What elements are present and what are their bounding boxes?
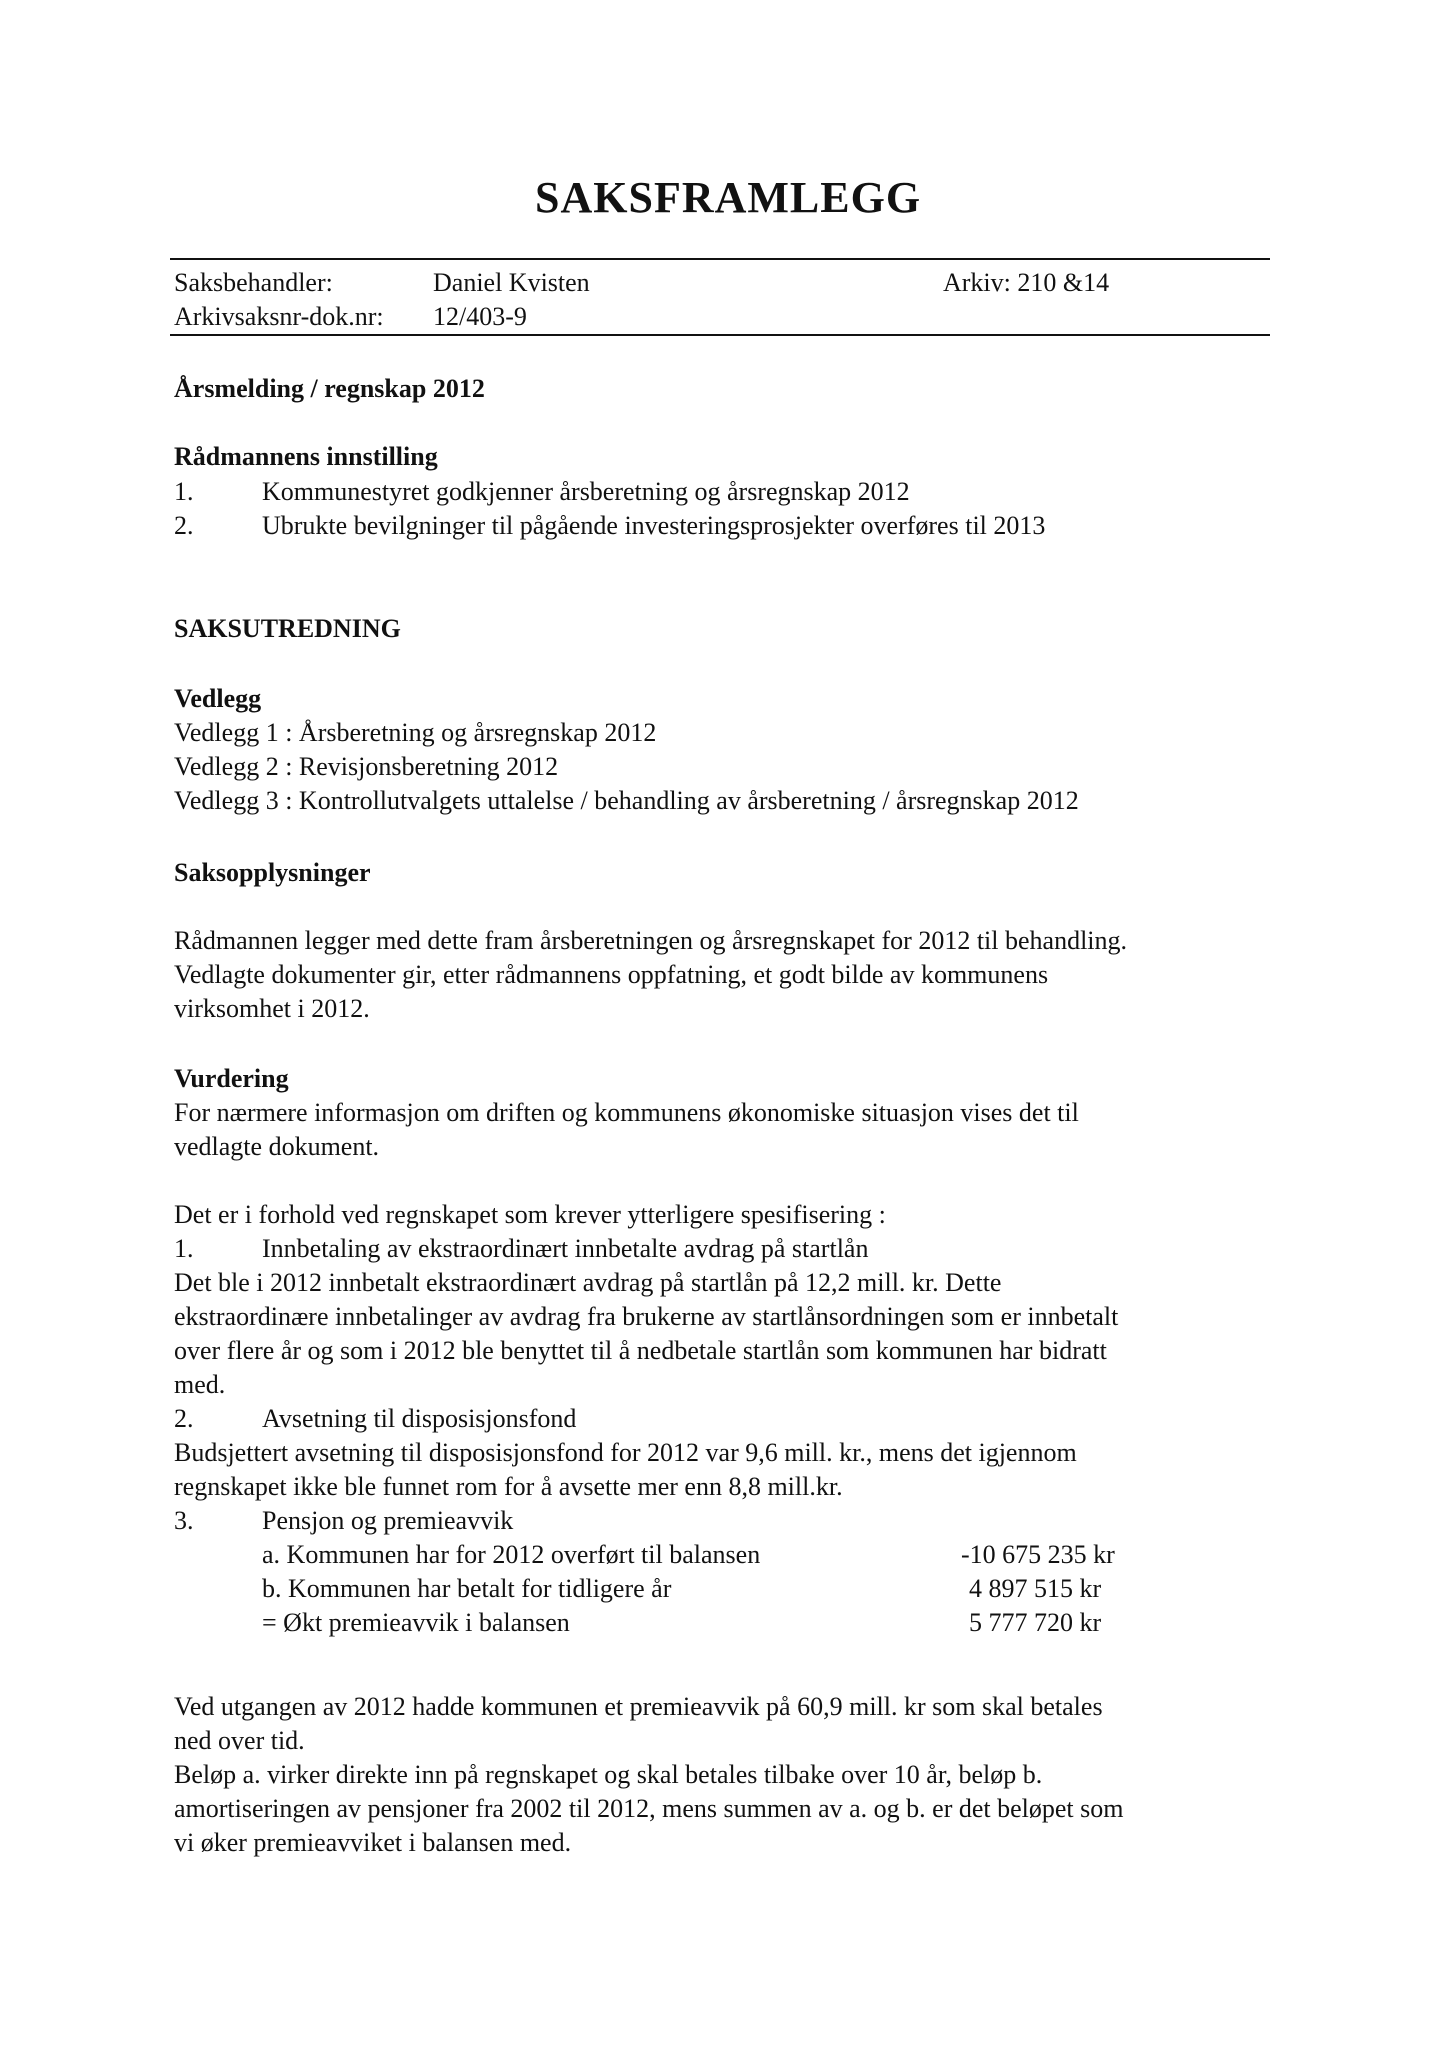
recommendation-item-text: Kommunestyret godkjenner årsberetning og årsregnskap 2012 [262, 477, 910, 506]
point1-line: over flere år og som i 2012 ble benyttet til å nedbetale startlån som kommunen har bidratt [174, 1336, 1107, 1365]
header-top-rule [170, 258, 1270, 260]
attachment-item: Vedlegg 1 : Årsberetning og årsregnskap 2012 [174, 718, 657, 747]
pension-row-amount: 5 777 720 kr [969, 1608, 1102, 1637]
assessment-line: vedlagte dokument. [174, 1132, 380, 1161]
point2-line: Budsjettert avsetning til disposisjonsfond for 2012 var 9,6 mill. kr., mens det igjennom [174, 1438, 1077, 1467]
point2-title: Avsetning til disposisjonsfond [262, 1404, 577, 1433]
assessment-intro: Det er i forhold ved regnskapet som krever ytterligere spesifisering : [174, 1200, 886, 1229]
caseno-label: Arkivsaksnr-dok.nr: [174, 302, 384, 331]
point1-num: 1. [174, 1234, 194, 1263]
saksutredning-heading: SAKSUTREDNING [174, 614, 401, 643]
archive-label: Arkiv: [943, 268, 1011, 297]
attachments-heading: Vedlegg [174, 684, 262, 713]
info-heading: Saksopplysninger [174, 858, 371, 887]
info-line: Vedlagte dokumenter gir, etter rådmannens oppfatning, et godt bilde av kommunens [174, 960, 1049, 989]
info-line: Rådmannen legger med dette fram årsberetningen og årsregnskapet for 2012 til behandling. [174, 926, 1128, 955]
point2-line: regnskapet ikke ble funnet rom for å avsette mer enn 8,8 mill.kr. [174, 1472, 843, 1501]
info-line: virksomhet i 2012. [174, 994, 370, 1023]
attachment-item: Vedlegg 2 : Revisjonsberetning 2012 [174, 752, 559, 781]
attachment-item: Vedlegg 3 : Kontrollutvalgets uttalelse / behandling av årsberetning / årsregnskap 2012 [174, 786, 1079, 815]
point3-num: 3. [174, 1506, 194, 1535]
assessment-heading: Vurdering [174, 1064, 289, 1093]
pension-row-amount: -10 675 235 kr [961, 1540, 1115, 1569]
recommendation-item-text: Ubrukte bevilgninger til pågående investeringsprosjekter overføres til 2013 [262, 511, 1046, 540]
archive-value: 210 &14 [1017, 268, 1110, 297]
closing-line: vi øker premieavviket i balansen med. [174, 1828, 572, 1857]
archive-field [943, 266, 1109, 300]
pension-row-label: a. Kommunen har for 2012 overført til balansen [262, 1540, 761, 1569]
closing-line: Ved utgangen av 2012 hadde kommunen et premieavvik på 60,9 mill. kr som skal betales [174, 1692, 1103, 1721]
pension-row-label: b. Kommunen har betalt for tidligere år [262, 1574, 672, 1603]
point3-title: Pensjon og premieavvik [262, 1506, 514, 1535]
subject-heading: Årsmelding / regnskap 2012 [174, 374, 485, 403]
point1-title: Innbetaling av ekstraordinært innbetalte avdrag på startlån [262, 1234, 869, 1263]
point1-line: Det ble i 2012 innbetalt ekstraordinært avdrag på startlån på 12,2 mill. kr. Dette [174, 1268, 1002, 1297]
header-bottom-rule [170, 334, 1270, 336]
pension-row-amount: 4 897 515 kr [969, 1574, 1102, 1603]
closing-line: ned over tid. [174, 1726, 305, 1755]
pension-row-label: = Økt premieavvik i balansen [262, 1608, 570, 1637]
point1-line: med. [174, 1370, 226, 1399]
document-title: SAKSFRAMLEGG [535, 173, 922, 222]
point2-num: 2. [174, 1404, 194, 1433]
closing-line: Beløp a. virker direkte inn på regnskapet og skal betales tilbake over 10 år, beløp b. [174, 1760, 1043, 1789]
handler-label: Saksbehandler: [174, 268, 333, 297]
assessment-line: For nærmere informasjon om driften og kommunens økonomiske situasjon vises det til [174, 1098, 1079, 1127]
handler-value: Daniel Kvisten [433, 268, 590, 297]
caseno-value: 12/403-9 [433, 302, 527, 331]
recommendation-heading: Rådmannens innstilling [174, 442, 438, 471]
point1-line: ekstraordinære innbetalinger av avdrag fra brukerne av startlånsordningen som er innbetalt [174, 1302, 1119, 1331]
recommendation-item-num: 2. [174, 511, 194, 540]
recommendation-item-num: 1. [174, 477, 194, 506]
closing-line: amortiseringen av pensjoner fra 2002 til 2012, mens summen av a. og b. er det beløpet som [174, 1794, 1124, 1823]
